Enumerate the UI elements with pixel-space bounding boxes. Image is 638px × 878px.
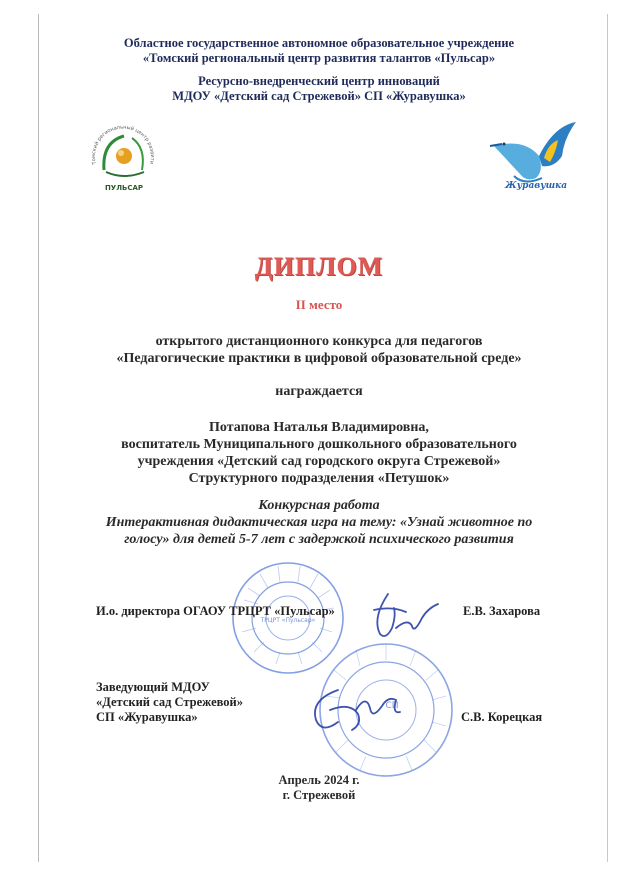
head-role-line-3: СП «Журавушка»: [96, 710, 198, 724]
diploma-title: ДИПЛОМ: [254, 252, 384, 281]
head-name: С.В. Корецкая: [461, 710, 543, 724]
header-line-2: «Томский региональный центр развития талантов «Пульсар»: [142, 51, 496, 65]
position-line-2: учреждения «Детский сад городского округа Стрежевой»: [137, 454, 501, 469]
head-signature: [300, 680, 410, 744]
zhuravushka-logo-name: Журавушка: [504, 181, 568, 191]
pulsar-ring-text: Томский региональный центр развити: [90, 124, 156, 165]
pulsar-logo-name: ПУЛЬСАР: [104, 184, 144, 192]
work-line-2: голосу» для детей 5-7 лет с задержкой психического развития: [124, 532, 514, 547]
director-role: И.о. директора ОГАОУ ТРЦРТ «Пульсар»: [96, 604, 335, 618]
header-line-3: Ресурсно-внедренческий центр инноваций: [198, 74, 440, 88]
work-block: [0, 497, 638, 548]
issue-date: Апрель 2024 г.: [278, 773, 360, 787]
zhuravushka-logo: [484, 116, 584, 194]
center-header: [0, 74, 638, 104]
pulsar-logo: [84, 118, 164, 194]
head-role-line-2: «Детский сад Стрежевой»: [96, 695, 243, 709]
position-line-3: Структурного подразделения «Петушок»: [188, 471, 450, 486]
recipient-block: [0, 419, 638, 487]
pulsar-stamp-text: ТРЦРТ «Пульсар»: [260, 617, 316, 624]
place-label: II место: [295, 297, 343, 312]
head-role: [96, 680, 243, 725]
contest-line-2: «Педагогические практики в цифровой образовательной среде»: [116, 351, 522, 366]
footer: [0, 773, 638, 803]
awarded-label: награждается: [275, 384, 363, 399]
header-line-4: МДОУ «Детский сад Стрежевой» СП «Журавушка»: [172, 89, 466, 103]
director-signature: [352, 588, 442, 648]
recipient-name: Потапова Наталья Владимировна,: [209, 420, 429, 435]
kindergarten-stamp-text: СП: [385, 701, 399, 711]
contest-description: [0, 333, 638, 367]
position-line-1: воспитатель Муниципального дошкольного образовательного: [121, 437, 517, 452]
organization-header: [0, 36, 638, 66]
header-line-1: Областное государственное автономное образовательное учреждение: [123, 36, 515, 50]
work-label: Конкурсная работа: [258, 498, 380, 513]
director-name: Е.В. Захарова: [463, 604, 541, 618]
contest-line-1: открытого дистанционного конкурса для педагогов: [155, 334, 483, 349]
head-role-line-1: Заведующий МДОУ: [96, 680, 210, 694]
issue-city: г. Стрежевой: [282, 788, 356, 802]
work-line-1: Интерактивная дидактическая игра на тему: «Узнай животное по: [105, 515, 533, 530]
